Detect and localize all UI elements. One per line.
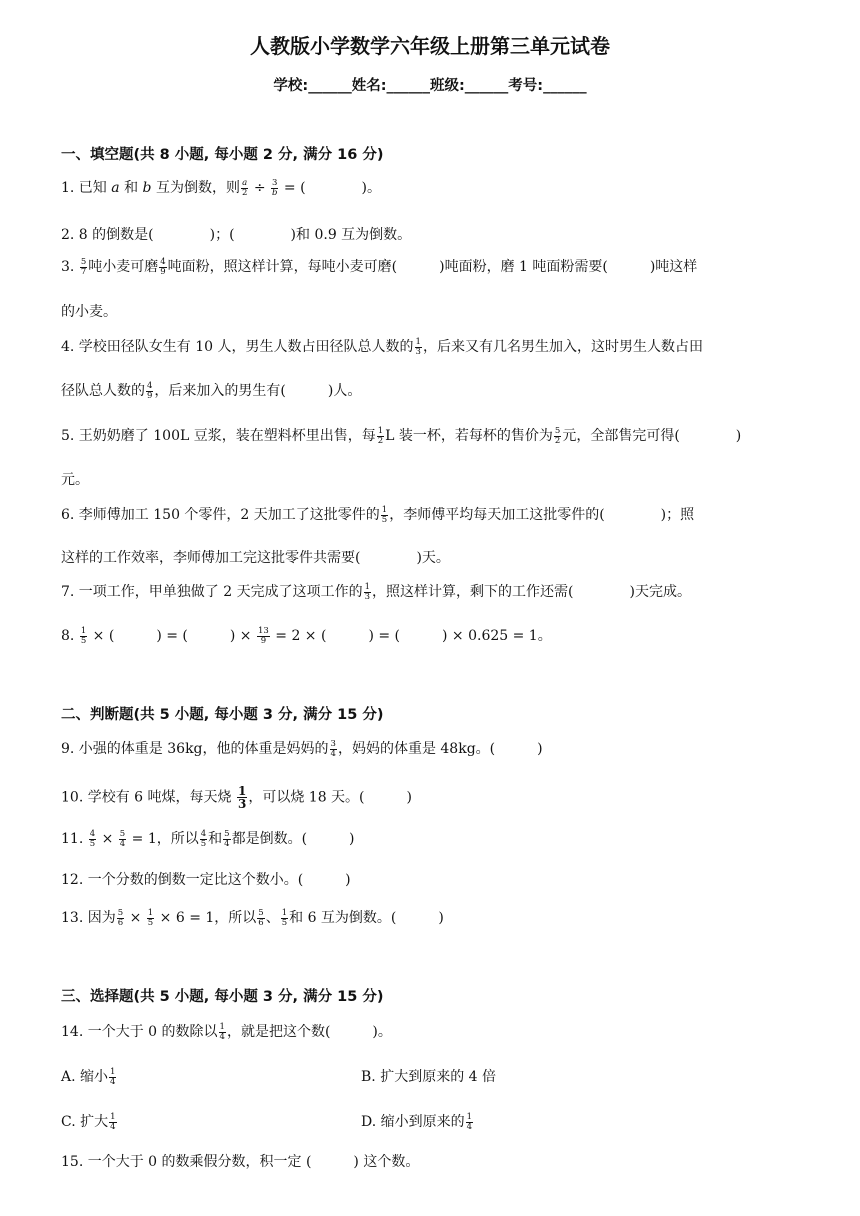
section-heading-multiple-choice: 三、选择题(共 5 小题, 每小题 3 分, 满分 15 分) [61, 989, 384, 1005]
question-9: 9. 小强的体重是 36kg，他的体重是妈妈的 $\frac{3}{4}$ ，妈妈的体重是 48kg。( ) [61, 738, 543, 759]
question-13: 13. 因为 $\frac{5}{6}$ × $\frac{1}{5}$ × 6 = 1，所以 $\frac{5}{6}$ 、 $\frac{1}{5}$ 和 6 互为倒数。( ) [61, 907, 444, 928]
question-3: 3. $\frac{5}{7}$ 吨小麦可磨 $\frac{4}{9}$ 吨面粉，照这样计算，每吨小麦可磨( )吨面粉，磨 1 吨面粉需要( )吨这样 [61, 256, 698, 277]
question-12: 12. 一个分数的倒数一定比这个数小。( ) [61, 872, 351, 888]
question-8: 8. $\frac{1}{5}$ × ( ) = ( ) × $\frac{13}{9}$ = 2 × ( ) = ( ) × 0.625 = 1。 [61, 625, 552, 646]
question-1: 1. 已知 a 和 b 互为倒数，则 $\frac{a}{2}$ ÷ $\frac{3}{b}$ = ( )。 [61, 177, 382, 198]
question-15: 15. 一个大于 0 的数乘假分数，积一定 ( ) 这个数。 [61, 1154, 420, 1170]
fraction: $\frac{3}{b}$ [272, 177, 278, 198]
question-6-cont: 这样的工作效率，李师傅加工完这批零件共需要( )天。 [61, 550, 450, 566]
question-5: 5. 王奶奶磨了 100L 豆浆，装在塑料杯里出售，每 $\frac{1}{2}$ L 装一杯，若每杯的售价为 $\frac{5}{2}$ 元，全部售完可得( ) [61, 425, 742, 446]
question-2: 2. 8 的倒数是( )；( )和 0.9 互为倒数。 [61, 227, 412, 243]
question-7: 7. 一项工作，甲单独做了 2 天完成了这项工作的 $\frac{1}{3}$ ，照这样计算，剩下的工作还需( )天完成。 [61, 581, 691, 602]
option-a[interactable]: A. 缩小 $\frac{1}{4}$ [61, 1066, 116, 1087]
question-4-cont: 径队总人数的 $\frac{4}{9}$ ，后来加入的男生有( )人。 [61, 380, 362, 401]
option-c[interactable]: C. 扩大 $\frac{1}{4}$ [61, 1111, 116, 1132]
question-6: 6. 李师傅加工 150 个零件，2 天加工了这批零件的 $\frac{1}{5}$ ，李师傅平均每天加工这批零件的( )；照 [61, 504, 695, 525]
fraction: $\frac{a}{2}$ [241, 177, 248, 198]
question-14: 14. 一个大于 0 的数除以 $\frac{1}{4}$ ，就是把这个数( )。 [61, 1021, 392, 1042]
section-heading-fill-in: 一、填空题(共 8 小题, 每小题 2 分, 满分 16 分) [61, 147, 384, 163]
question-3-cont: 的小麦。 [61, 304, 117, 320]
student-info-line: 学校:______姓名:______班级:______考号:______ [273, 78, 587, 94]
option-d[interactable]: D. 缩小到原来的 $\frac{1}{4}$ [361, 1111, 473, 1132]
question-5-cont: 元。 [61, 472, 89, 488]
question-11: 11. $\frac{4}{5}$ × $\frac{5}{4}$ = 1，所以 $\frac{4}{5}$ 和 $\frac{5}{4}$ 都是倒数。( ) [61, 828, 355, 849]
question-4: 4. 学校田径队女生有 10 人，男生人数占田径队总人数的 $\frac{1}{3}$ ，后来又有几名男生加入，这时男生人数占田 [61, 336, 703, 357]
section-heading-true-false: 二、判断题(共 5 小题, 每小题 3 分, 满分 15 分) [61, 707, 384, 723]
option-b[interactable]: B. 扩大到原来的 4 倍 [361, 1069, 496, 1085]
exam-title: 人教版小学数学六年级上册第三单元试卷 [250, 34, 610, 58]
question-10: 10. 学校有 6 吨煤，每天烧 $\frac{1}{3}$ ，可以烧 18 天。( ) [61, 784, 412, 811]
